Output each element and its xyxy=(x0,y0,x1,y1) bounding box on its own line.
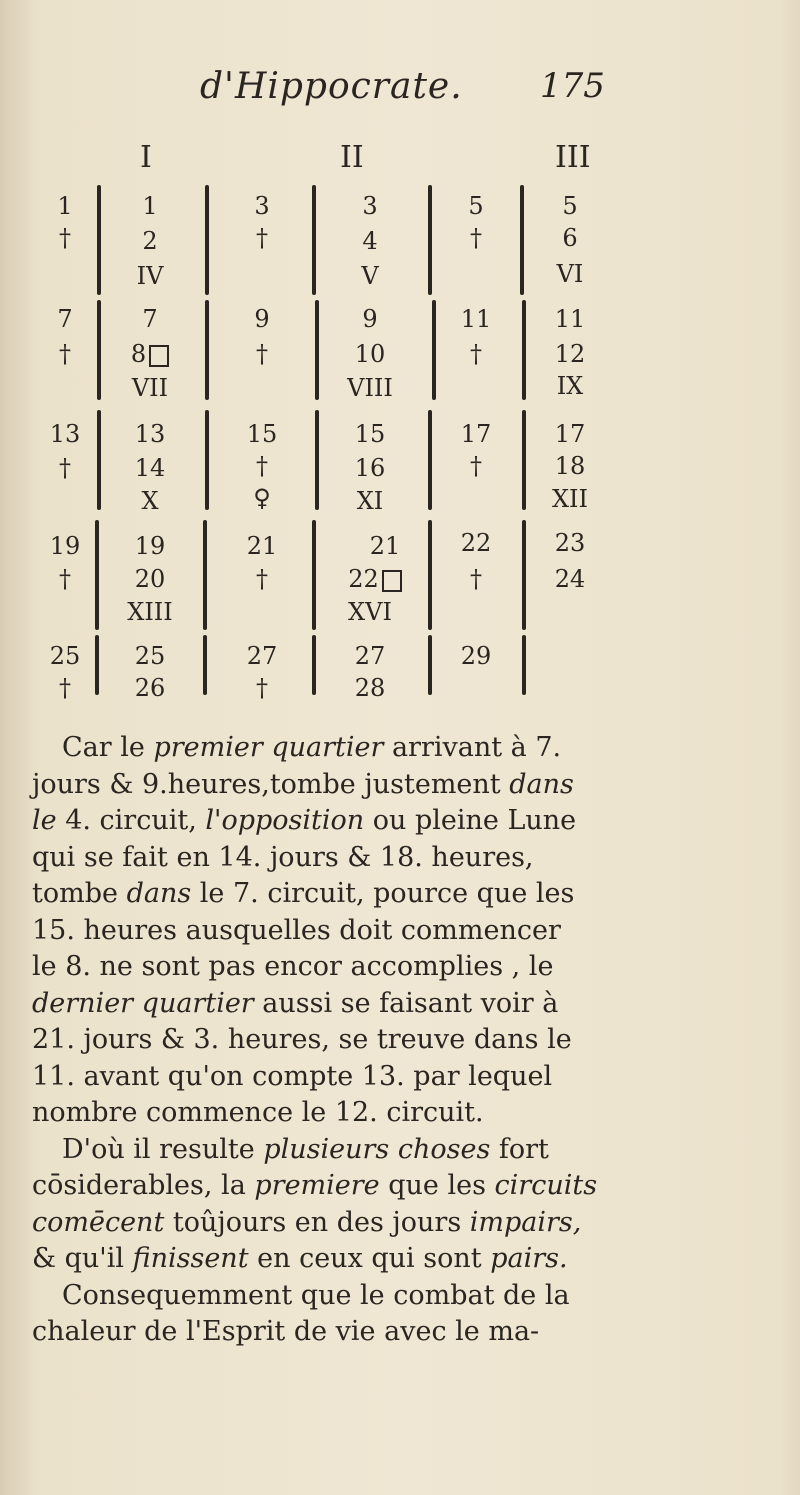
table-cell: 7 xyxy=(142,305,158,333)
text-line: 11. avant qu'on compte 13. par lequel xyxy=(32,1060,553,1092)
table-cell: 18 xyxy=(554,452,586,480)
table-cell: IV xyxy=(136,262,164,290)
rule xyxy=(205,300,209,400)
rule xyxy=(522,520,526,630)
table-cell: 3 xyxy=(254,192,270,220)
rule xyxy=(522,410,526,510)
table-cell: † xyxy=(59,340,71,368)
table-cell: † xyxy=(256,565,268,593)
table-cell: † xyxy=(470,340,482,368)
table-cell: 20 xyxy=(134,565,166,593)
table-cell: 13 xyxy=(49,420,81,448)
table-cell: 15 xyxy=(354,420,386,448)
text-line: chaleur de l'Esprit de vie avec le ma- xyxy=(32,1316,540,1347)
table-cell: † xyxy=(59,674,71,702)
table-cell: X xyxy=(141,487,159,515)
table-cell: † xyxy=(470,224,482,252)
rule xyxy=(203,635,207,695)
table-cell: XI xyxy=(356,487,384,515)
table-cell: 21 xyxy=(246,532,278,560)
table-cell: XII xyxy=(551,485,589,513)
table-cell: XIII xyxy=(127,598,173,626)
rule xyxy=(205,410,209,510)
table-cell: 28 xyxy=(354,674,386,702)
table-cell: 1 xyxy=(57,192,73,220)
table-cell: 24 xyxy=(554,565,586,593)
rule xyxy=(312,520,316,630)
table-cell: 29 xyxy=(460,642,492,670)
table-cell: VII xyxy=(131,374,169,402)
table-cell: 10 xyxy=(354,340,386,368)
text-line: 15. heures ausquelles doit commencer xyxy=(32,914,561,946)
table-cell: 25 xyxy=(49,642,81,670)
table-cell: 4 xyxy=(362,227,378,255)
text-line: dernier quartier aussi se faisant voir à xyxy=(32,987,559,1019)
planet-symbol-icon: ♀ xyxy=(253,484,271,512)
square-symbol-icon xyxy=(382,570,402,592)
table-cell: † xyxy=(59,565,71,593)
table-cell: 19 xyxy=(49,532,81,560)
table-cell: 9 xyxy=(362,305,378,333)
table-cell: 8 xyxy=(110,338,190,370)
rule xyxy=(522,300,526,400)
running-head: d'Hippocrate. xyxy=(200,66,463,107)
table-cell: † xyxy=(470,452,482,480)
table-cell: 15 xyxy=(246,420,278,448)
table-cell: † xyxy=(470,565,482,593)
table-cell: † xyxy=(256,452,268,480)
table-cell: † xyxy=(59,454,71,482)
table-cell: 11 xyxy=(460,305,492,333)
table-cell: 5 xyxy=(468,192,484,220)
rule xyxy=(428,410,432,510)
text-line: Consequemment que le combat de la xyxy=(62,1279,570,1311)
text-line: Car le premier quartier arrivant à 7. xyxy=(62,732,562,763)
rule xyxy=(522,635,526,695)
table-cell: 7 xyxy=(57,305,73,333)
table-cell: 12 xyxy=(554,340,586,368)
table-cell: V xyxy=(361,262,379,290)
rule xyxy=(205,185,209,295)
table-cell: 27 xyxy=(354,642,386,670)
square-symbol-icon xyxy=(149,345,169,367)
page-number: 175 xyxy=(540,66,605,106)
text-line: nombre commence le 12. circuit. xyxy=(32,1097,484,1128)
table-cell: 11 xyxy=(554,305,586,333)
table-cell: 16 xyxy=(354,454,386,482)
table-cell: 2 xyxy=(142,227,158,255)
text-line: tombe dans le 7. circuit, pource que les xyxy=(32,878,575,909)
table-cell: † xyxy=(256,224,268,252)
table-cell: 21 xyxy=(369,532,401,560)
table-cell: † xyxy=(59,224,71,252)
table-cell: 14 xyxy=(134,454,166,482)
rule xyxy=(428,635,432,695)
rule xyxy=(520,185,524,295)
rule xyxy=(315,410,319,510)
text-line: comēcent toûjours en des jours impairs, xyxy=(32,1206,582,1238)
text-line: le 4. circuit, l'opposition ou pleine Lune xyxy=(32,805,577,836)
table-cell: † xyxy=(256,674,268,702)
table-cell: † xyxy=(256,340,268,368)
table-cell: 27 xyxy=(246,642,278,670)
table-cell: 19 xyxy=(134,532,166,560)
table-cell: IX xyxy=(556,372,584,400)
rule xyxy=(203,520,207,630)
table-cell: 17 xyxy=(460,420,492,448)
table-cell: 3 xyxy=(362,192,378,220)
rule xyxy=(315,300,319,400)
table-cell: 6 xyxy=(562,224,578,252)
table-cell: XVI xyxy=(348,598,392,626)
text-line: D'où il resulte plusieurs choses fort xyxy=(62,1133,549,1165)
rule xyxy=(428,520,432,630)
table-cell: VIII xyxy=(347,374,393,402)
table-cell: 26 xyxy=(134,674,166,702)
text-line: 21. jours & 3. heures, se treuve dans le xyxy=(32,1024,572,1055)
table-cell: 25 xyxy=(134,642,166,670)
table-cell: 5 xyxy=(562,192,578,220)
table-cell: 9 xyxy=(254,305,270,333)
table-cell: 17 xyxy=(554,420,586,448)
table-cell: 13 xyxy=(134,420,166,448)
table-cell: 23 xyxy=(554,529,586,557)
column-header-ii: II xyxy=(340,140,364,175)
body-text xyxy=(32,730,602,1351)
rule xyxy=(428,185,432,295)
table-cell: 22 xyxy=(335,563,415,595)
table-cell: 1 xyxy=(142,192,158,220)
rule xyxy=(312,635,316,695)
column-header-i: I xyxy=(140,140,152,175)
text-line: & qu'il finissent en ceux qui sont pairs. xyxy=(32,1243,568,1274)
text-line: cōsiderables, la premiere que les circuits xyxy=(32,1170,598,1201)
rule xyxy=(312,185,316,295)
table-cell: VI xyxy=(556,260,584,288)
column-header-iii: III xyxy=(555,140,591,175)
text-line: le 8. ne sont pas encor accomplies , le xyxy=(32,951,554,982)
text-line: qui se fait en 14. jours & 18. heures, xyxy=(32,841,534,873)
table-cell: 22 xyxy=(460,529,492,557)
text-line: jours & 9.heures,tombe justement dans xyxy=(32,768,574,800)
